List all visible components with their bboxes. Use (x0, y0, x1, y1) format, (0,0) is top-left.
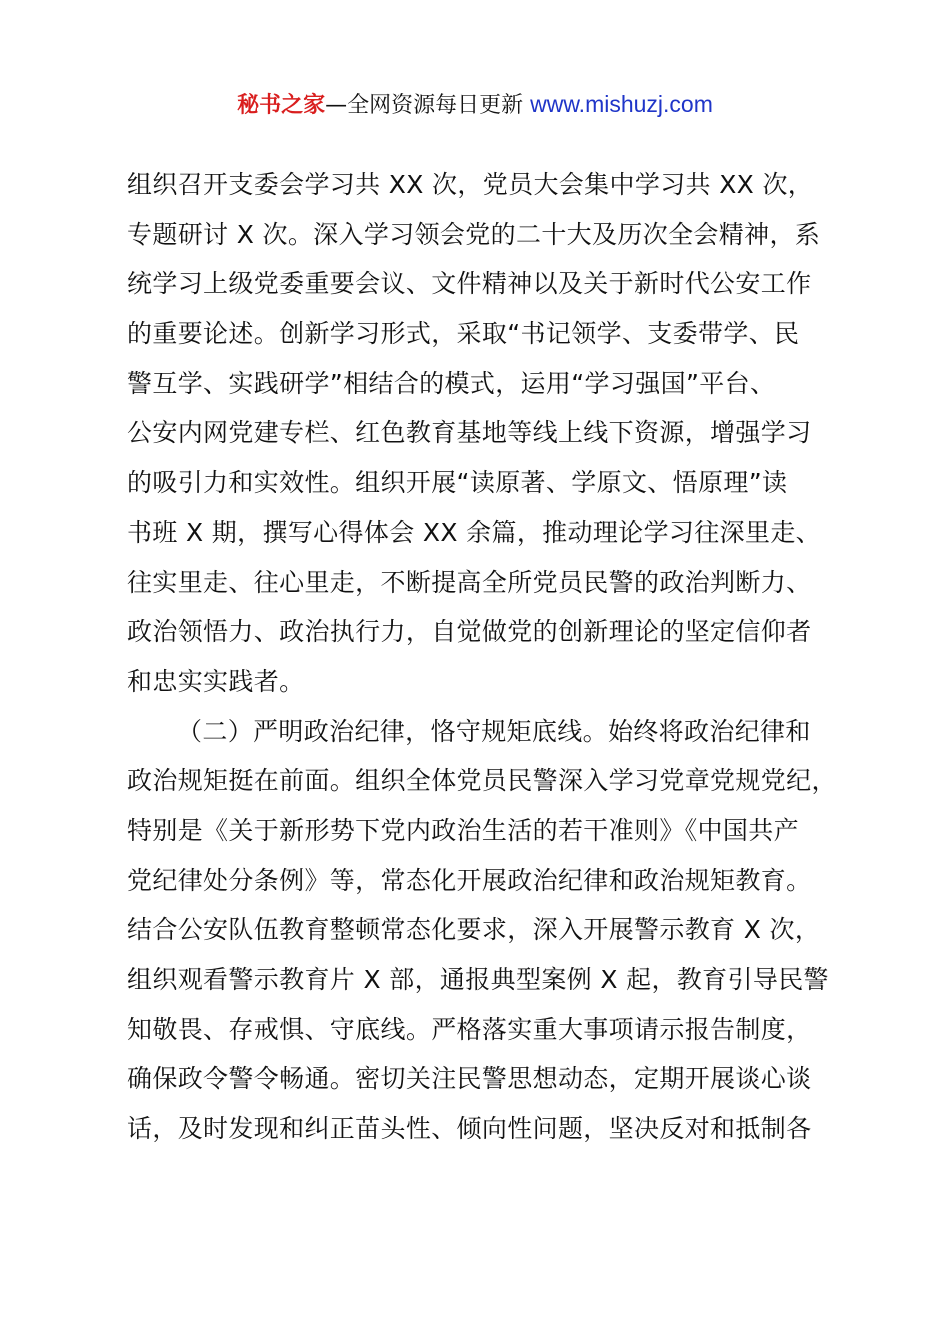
text-line: 的吸引力和实效性。组织开展“读原著、学原文、悟原理”读 (127, 468, 788, 498)
text-line: 组织召开支委会学习共 XX 次，党员大会集中学习共 XX 次， (127, 170, 814, 199)
text-line: 往实里走、往心里走，不断提高全所党员民警的政治判断力、 (127, 567, 812, 597)
site-header (0, 88, 950, 122)
text-line: 组织观看警示教育片 X 部，通报典型案例 X 起，教育引导民警 (127, 965, 829, 994)
text-line: 党纪律处分条例》等，常态化开展政治纪律和政治规矩教育。 (127, 865, 812, 895)
text-line: 话，及时发现和纠正苗头性、倾向性问题，坚决反对和抵制各 (127, 1114, 812, 1144)
text-line: 结合公安队伍教育整顿常态化要求，深入开展警示教育 X 次， (127, 915, 821, 945)
text-line: 政治领悟力、政治执行力，自觉做党的创新理论的坚定信仰者 (127, 617, 812, 647)
site-url-link[interactable]: www.mishuzj.com (530, 91, 713, 117)
site-brand: 秘书之家 (237, 93, 326, 118)
text-line: 统学习上级党委重要会议、文件精神以及关于新时代公安工作 (127, 269, 812, 299)
document-body (127, 160, 837, 1154)
text-line: 警互学、实践研学”相结合的模式，运用“学习强国”平台、 (127, 368, 776, 398)
site-tagline: —全网资源每日更新 (325, 93, 531, 118)
text-line: 特别是《关于新形势下党内政治生活的若干准则》《中国共产 (127, 815, 799, 845)
text-line: 公安内网党建专栏、红色教育基地等线上线下资源，增强学习 (127, 418, 812, 448)
text-line: 政治规矩挺在前面。组织全体党员民警深入学习党章党规党纪， (127, 766, 837, 796)
section-heading-line: （二）严明政治纪律，恪守规矩底线。始终将政治纪律和 (177, 716, 811, 746)
text-line: 确保政令警令畅通。密切关注民警思想动态，定期开展谈心谈 (127, 1064, 812, 1094)
text-line: 专题研讨 X 次。深入学习领会党的二十大及历次全会精神，系 (127, 219, 821, 249)
text-line: 知敬畏、存戒惧、守底线。严格落实重大事项请示报告制度， (127, 1014, 812, 1044)
text-line: 书班 X 期，撰写心得体会 XX 余篇，推动理论学习往深里走、 (127, 517, 822, 547)
text-line: 和忠实实践者。 (127, 666, 305, 696)
text-line: 的重要论述。创新学习形式，采取“书记领学、支委带学、民 (127, 319, 800, 349)
